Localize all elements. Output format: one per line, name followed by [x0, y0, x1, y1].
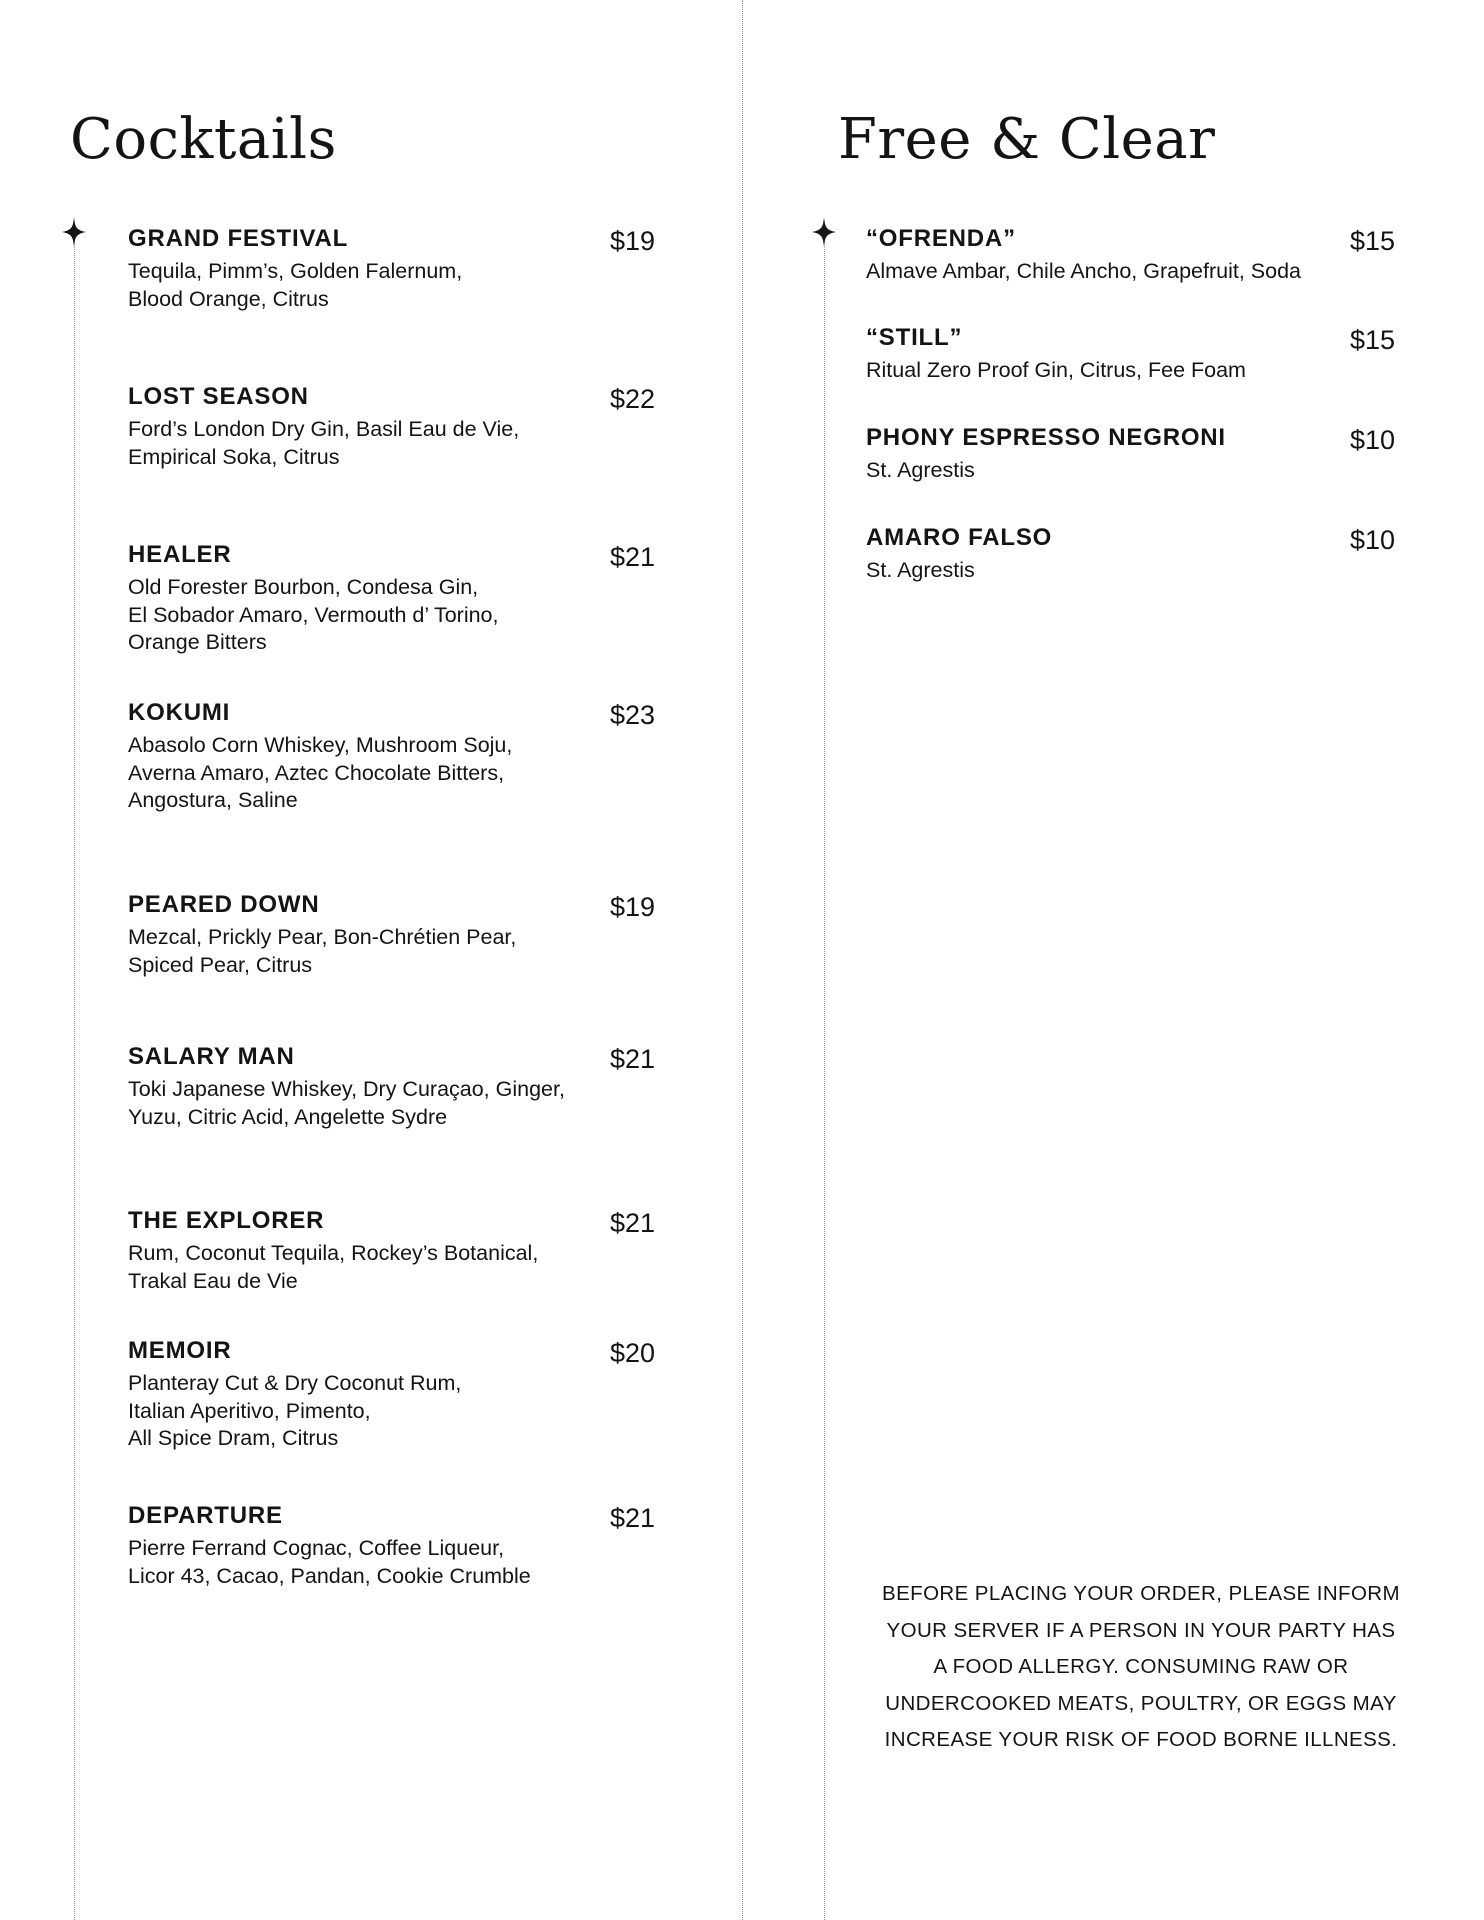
menu-item: [866, 224, 1430, 286]
item-price: $10: [1350, 525, 1396, 555]
item-name: GRAND FESTIVAL: [128, 225, 349, 252]
item-description: Pierre Ferrand Cognac, Coffee Liqueur, Licor 43, Cacao, Pandan, Cookie Crumble: [128, 1536, 531, 1588]
item-name: SALARY MAN: [128, 1043, 295, 1070]
menu-item: [128, 698, 690, 815]
item-name: PHONY ESPRESSO NEGRONI: [866, 424, 1226, 451]
notice-line: UNDERCOOKED MEATS, POULTRY, OR EGGS MAY: [885, 1691, 1397, 1715]
item-price: $15: [1350, 325, 1396, 355]
notice-line: YOUR SERVER IF A PERSON IN YOUR PARTY HAS: [886, 1618, 1396, 1642]
menu-item: [866, 423, 1430, 485]
item-price: $23: [610, 700, 656, 730]
item-description: St. Agrestis: [866, 458, 975, 482]
item-price: $15: [1350, 226, 1396, 256]
menu-item: [866, 523, 1430, 585]
item-description: Mezcal, Prickly Pear, Bon-Chrétien Pear, Spiced Pear, Citrus: [128, 925, 517, 977]
item-description: Toki Japanese Whiskey, Dry Curaçao, Ginger, Yuzu, Citric Acid, Angelette Sydre: [128, 1077, 565, 1129]
item-price: $21: [610, 542, 656, 572]
item-price: $19: [610, 892, 656, 922]
menu-item: [128, 890, 690, 979]
four-point-star-icon: [812, 217, 836, 247]
allergy-notice: [878, 1576, 1404, 1759]
four-point-star-icon: [62, 217, 86, 247]
item-description: Rum, Coconut Tequila, Rockey’s Botanical, Trakal Eau de Vie: [128, 1241, 539, 1293]
item-name: HEALER: [128, 541, 232, 568]
menu-item: [128, 1206, 690, 1295]
notice-line: A FOOD ALLERGY. CONSUMING RAW OR: [933, 1655, 1349, 1678]
item-name: MEMOIR: [128, 1337, 232, 1364]
item-description: St. Agrestis: [866, 558, 975, 582]
menu-item: [128, 1501, 690, 1590]
item-name: PEARED DOWN: [128, 891, 320, 918]
item-name: “STILL”: [866, 324, 963, 351]
cocktails-title: Cocktails: [70, 107, 337, 172]
item-price: $21: [610, 1503, 656, 1533]
menu-item: [128, 224, 690, 313]
item-name: KOKUMI: [128, 699, 231, 726]
item-price: $22: [610, 384, 656, 414]
notice-line: INCREASE YOUR RISK OF FOOD BORNE ILLNESS.: [884, 1728, 1398, 1751]
item-name: THE EXPLORER: [128, 1207, 325, 1234]
item-name: DEPARTURE: [128, 1502, 283, 1529]
item-name: AMARO FALSO: [866, 524, 1053, 551]
item-name: “OFRENDA”: [866, 225, 1016, 252]
item-price: $20: [610, 1338, 656, 1368]
center-divider: [742, 0, 743, 1920]
item-price: $21: [610, 1208, 656, 1238]
menu-item: [866, 323, 1430, 385]
menu-item: [128, 1336, 690, 1453]
item-description: Planteray Cut & Dry Coconut Rum, Italian Aperitivo, Pimento, All Spice Dram, Citrus: [128, 1371, 462, 1450]
left-column-rule: [74, 236, 75, 1920]
menu-item: [128, 540, 690, 657]
item-description: Abasolo Corn Whiskey, Mushroom Soju, Averna Amaro, Aztec Chocolate Bitters, Angostura, Saline: [128, 733, 513, 812]
item-name: LOST SEASON: [128, 383, 309, 410]
item-description: Old Forester Bourbon, Condesa Gin, El Sobador Amaro, Vermouth d’ Torino, Orange Bitters: [128, 575, 499, 654]
menu-item: [128, 1042, 690, 1131]
item-price: $21: [610, 1044, 656, 1074]
notice-line: BEFORE PLACING YOUR ORDER, PLEASE INFORM: [882, 1582, 1400, 1605]
free-clear-title: Free & Clear: [838, 107, 1216, 172]
menu-item: [128, 382, 690, 471]
item-description: Almave Ambar, Chile Ancho, Grapefruit, Soda: [866, 259, 1302, 283]
item-price: $10: [1350, 425, 1396, 455]
item-description: Tequila, Pimm’s, Golden Falernum, Blood Orange, Citrus: [128, 259, 463, 311]
item-description: Ford’s London Dry Gin, Basil Eau de Vie, Empirical Soka, Citrus: [128, 417, 520, 469]
item-price: $19: [610, 226, 656, 256]
item-description: Ritual Zero Proof Gin, Citrus, Fee Foam: [866, 358, 1246, 382]
right-column-rule: [824, 236, 825, 1920]
